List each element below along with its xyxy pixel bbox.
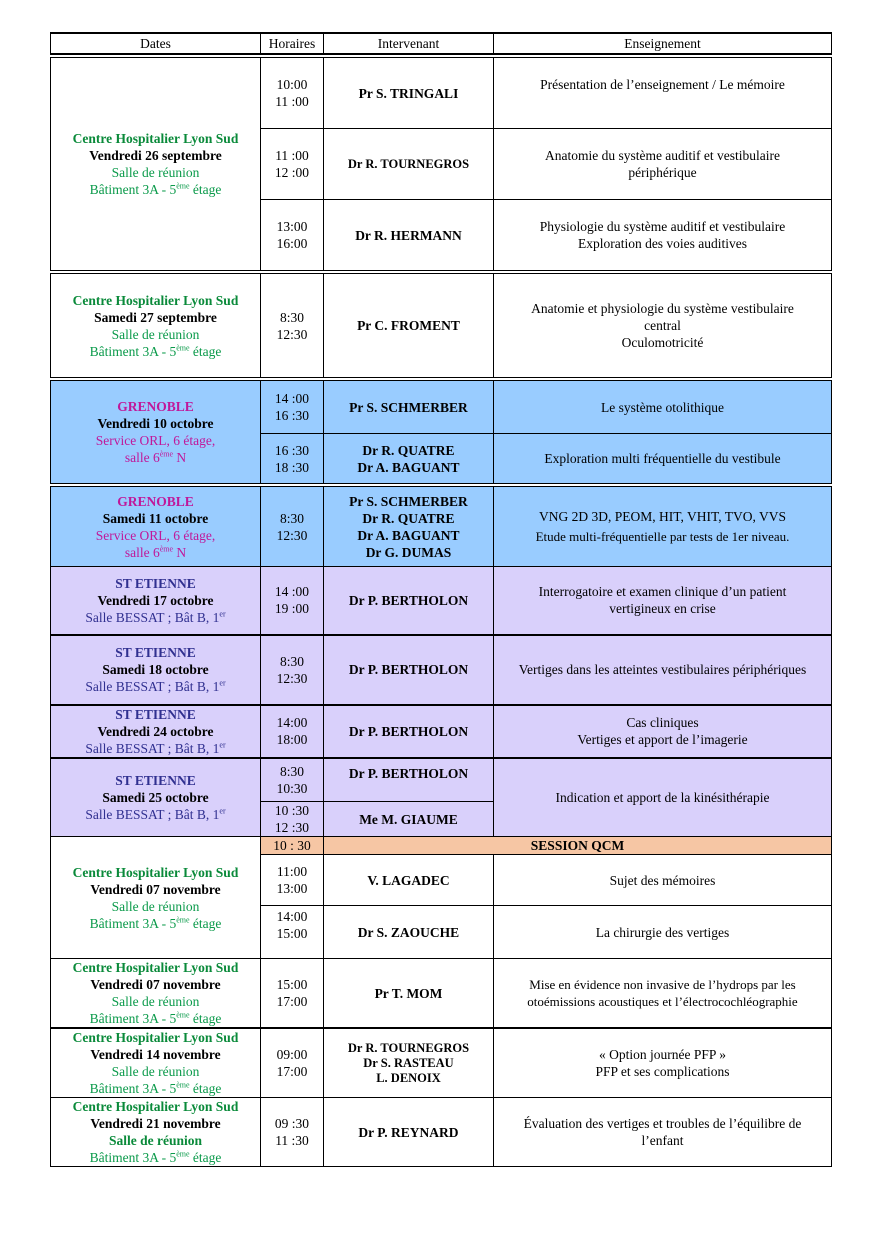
time-cell: 11 :00 12 :00 (261, 129, 324, 200)
table-row (51, 567, 832, 635)
header-intervenant: Intervenant (324, 33, 494, 54)
schedule-table (50, 32, 832, 1167)
speaker-cell: V. LAGADEC (324, 855, 494, 906)
qcm-time: 10 : 30 (261, 837, 324, 855)
date-cell: ST ETIENNE Samedi 18 octobre Salle BESSAT ; Bât B, 1er (51, 635, 261, 705)
date-cell: GRENOBLE Samedi 11 octobre Service ORL, 6 étage, salle 6ème N (51, 487, 261, 567)
header-row (51, 33, 832, 54)
topic-cell: Mise en évidence non invasive de l’hydrops par les otoémissions acoustiques et l’électrocochléographie (494, 959, 832, 1029)
topic-cell: Évaluation des vertiges et troubles de l’équilibre de l’enfant (494, 1098, 832, 1167)
header-horaires: Horaires (261, 33, 324, 54)
speaker-cell: Pr S. SCHMERBER Dr R. QUATRE Dr A. BAGUANT Dr G. DUMAS (324, 487, 494, 567)
speaker-cell: Dr S. ZAOUCHE (324, 906, 494, 959)
topic-cell: VNG 2D 3D, PEOM, HIT, VHIT, TVO, VVS Etude multi-fréquentielle par tests de 1er niveau. (494, 487, 832, 567)
time-cell: 13:00 16:00 (261, 200, 324, 271)
speaker-cell: Dr P. BERTHOLON (324, 758, 494, 802)
date-cell: Centre Hospitalier Lyon Sud Vendredi 14 novembre Salle de réunion Bâtiment 3A - 5ème étage (51, 1028, 261, 1098)
time-cell: 14 :00 16 :30 (261, 381, 324, 434)
topic-cell: Anatomie et physiologie du système vestibulaire central Oculomotricité (494, 274, 832, 378)
date-cell: Centre Hospitalier Lyon Sud Vendredi 26 septembre Salle de réunion Bâtiment 3A - 5ème étage (51, 58, 261, 271)
table-row (51, 381, 832, 434)
date-cell: Centre Hospitalier Lyon Sud Vendredi 07 novembre Salle de réunion Bâtiment 3A - 5ème étage (51, 959, 261, 1029)
topic-cell: Indication et apport de la kinésithérapie (494, 758, 832, 837)
header-enseignement: Enseignement (494, 33, 832, 54)
table-row (51, 1028, 832, 1098)
speaker-cell: Pr T. MOM (324, 959, 494, 1029)
time-cell: 16 :30 18 :30 (261, 434, 324, 484)
table-row (51, 959, 832, 1029)
speaker-cell: Pr C. FROMENT (324, 274, 494, 378)
table-row (51, 758, 832, 802)
topic-cell: Cas cliniques Vertiges et apport de l’imagerie (494, 705, 832, 758)
time-cell: 11:00 13:00 (261, 855, 324, 906)
speaker-cell: Dr P. BERTHOLON (324, 705, 494, 758)
table-row (51, 1098, 832, 1167)
topic-cell: La chirurgie des vertiges (494, 906, 832, 959)
time-cell: 09:00 17:00 (261, 1028, 324, 1098)
topic-cell: Exploration multi fréquentielle du vestibule (494, 434, 832, 484)
speaker-cell: Dr R. TOURNEGROS (324, 129, 494, 200)
time-cell: 10:00 11 :00 (261, 58, 324, 129)
table-row (51, 705, 832, 758)
topic-cell: Physiologie du système auditif et vestibulaire Exploration des voies auditives (494, 200, 832, 271)
topic-cell: Le système otolithique (494, 381, 832, 434)
time-cell: 15:00 17:00 (261, 959, 324, 1029)
time-cell: 09 :30 11 :30 (261, 1098, 324, 1167)
date-cell: Centre Hospitalier Lyon Sud Samedi 27 septembre Salle de réunion Bâtiment 3A - 5ème étage (51, 274, 261, 378)
speaker-cell: Dr P. BERTHOLON (324, 635, 494, 705)
speaker-cell: Dr P. REYNARD (324, 1098, 494, 1167)
speaker-cell: Dr R. TOURNEGROS Dr S. RASTEAU L. DENOIX (324, 1028, 494, 1098)
time-cell: 8:30 10:30 (261, 758, 324, 802)
table-row (51, 635, 832, 705)
header-dates: Dates (51, 33, 261, 54)
topic-cell: Vertiges dans les atteintes vestibulaires périphériques (494, 635, 832, 705)
speaker-cell: Pr S. SCHMERBER (324, 381, 494, 434)
speaker-cell: Dr R. QUATRE Dr A. BAGUANT (324, 434, 494, 484)
time-cell: 8:30 12:30 (261, 274, 324, 378)
date-cell: ST ETIENNE Samedi 25 octobre Salle BESSAT ; Bât B, 1er (51, 758, 261, 837)
topic-cell: Sujet des mémoires (494, 855, 832, 906)
table-row (51, 58, 832, 129)
speaker-cell: Dr P. BERTHOLON (324, 567, 494, 635)
topic-cell: « Option journée PFP » PFP et ses complications (494, 1028, 832, 1098)
time-cell: 8:30 12:30 (261, 487, 324, 567)
date-cell: ST ETIENNE Vendredi 24 octobre Salle BESSAT ; Bât B, 1er (51, 705, 261, 758)
speaker-cell: Me M. GIAUME (324, 802, 494, 837)
table-row (51, 487, 832, 567)
date-cell: GRENOBLE Vendredi 10 octobre Service ORL, 6 étage, salle 6ème N (51, 381, 261, 484)
time-cell: 8:30 12:30 (261, 635, 324, 705)
time-cell: 10 :30 12 :30 (261, 802, 324, 837)
topic-cell: Interrogatoire et examen clinique d’un patient vertigineux en crise (494, 567, 832, 635)
time-cell: 14:00 18:00 (261, 705, 324, 758)
speaker-cell: Pr S. TRINGALI (324, 58, 494, 129)
date-cell: Centre Hospitalier Lyon Sud Vendredi 21 novembre Salle de réunion Bâtiment 3A - 5ème étage (51, 1098, 261, 1167)
date-cell: Centre Hospitalier Lyon Sud Vendredi 07 novembre Salle de réunion Bâtiment 3A - 5ème étage (51, 837, 261, 959)
topic-cell: Présentation de l’enseignement / Le mémoire (494, 58, 832, 129)
time-cell: 14:00 15:00 (261, 906, 324, 959)
time-cell: 14 :00 19 :00 (261, 567, 324, 635)
qcm-label: SESSION QCM (324, 837, 832, 855)
topic-cell: Anatomie du système auditif et vestibulaire périphérique (494, 129, 832, 200)
speaker-cell: Dr R. HERMANN (324, 200, 494, 271)
table-row (51, 837, 832, 855)
table-row (51, 274, 832, 378)
date-cell: ST ETIENNE Vendredi 17 octobre Salle BESSAT ; Bât B, 1er (51, 567, 261, 635)
